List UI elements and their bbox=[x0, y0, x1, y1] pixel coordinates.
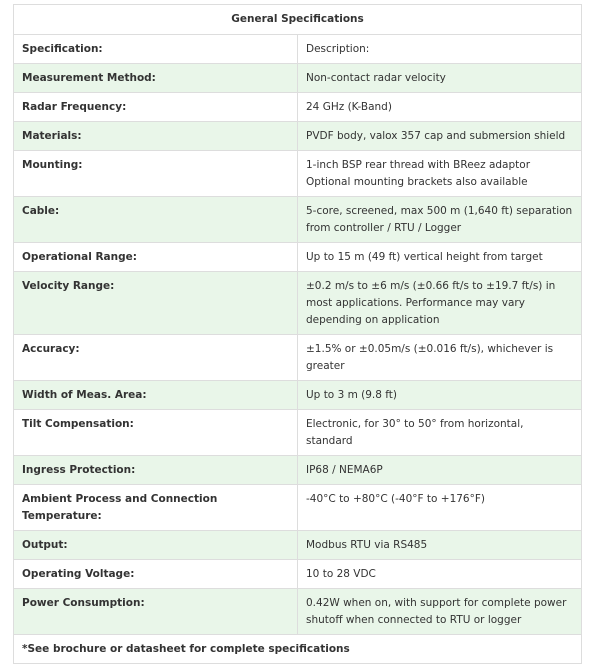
spec-value bbox=[298, 197, 582, 243]
spec-value-line: Modbus RTU via RS485 bbox=[306, 539, 428, 551]
table-row bbox=[14, 151, 582, 197]
spec-value-line: Non-contact radar velocity bbox=[306, 72, 446, 84]
spec-label: Width of Meas. Area: bbox=[14, 381, 298, 410]
table-row bbox=[14, 64, 582, 93]
spec-label: Ambient Process and Connection Temperature: bbox=[14, 485, 298, 531]
table-row bbox=[14, 243, 582, 272]
table-row bbox=[14, 410, 582, 456]
spec-value bbox=[298, 589, 582, 635]
table-body bbox=[14, 35, 582, 635]
spec-value bbox=[298, 122, 582, 151]
table-row bbox=[14, 381, 582, 410]
spec-label: Accuracy: bbox=[14, 335, 298, 381]
spec-label: Velocity Range: bbox=[14, 272, 298, 335]
spec-label: Radar Frequency: bbox=[14, 93, 298, 122]
spec-value bbox=[298, 456, 582, 485]
table-row bbox=[14, 197, 582, 243]
spec-value bbox=[298, 243, 582, 272]
spec-label: Output: bbox=[14, 531, 298, 560]
table-row bbox=[14, 560, 582, 589]
spec-value-line: IP68 / NEMA6P bbox=[306, 464, 383, 476]
spec-value-line: Up to 3 m (9.8 ft) bbox=[306, 389, 398, 401]
spec-value-line: ±0.2 m/s to ±6 m/s (±0.66 ft/s to ±19.7 ft/s) in most applications. Performance may vary depending on application bbox=[306, 280, 556, 326]
spec-label: Power Consumption: bbox=[14, 589, 298, 635]
spec-value bbox=[298, 93, 582, 122]
spec-label: Operating Voltage: bbox=[14, 560, 298, 589]
spec-value-line: ±1.5% or ±0.05m/s (±0.016 ft/s), whichever is greater bbox=[306, 343, 554, 372]
spec-label: Ingress Protection: bbox=[14, 456, 298, 485]
spec-value-line: 24 GHz (K-Band) bbox=[306, 101, 392, 113]
spec-value bbox=[298, 381, 582, 410]
spec-label: Tilt Compensation: bbox=[14, 410, 298, 456]
spec-value-line: 0.42W when on, with support for complete power shutoff when connected to RTU or logger bbox=[306, 597, 567, 626]
spec-value bbox=[298, 560, 582, 589]
table-row bbox=[14, 335, 582, 381]
table-row bbox=[14, 93, 582, 122]
spec-value-line: Electronic, for 30° to 50° from horizontal, standard bbox=[306, 418, 524, 447]
table-title-row bbox=[14, 5, 582, 35]
table-row bbox=[14, 456, 582, 485]
table-row bbox=[14, 485, 582, 531]
table-footer-row bbox=[14, 635, 582, 664]
spec-value-line: Up to 15 m (49 ft) vertical height from target bbox=[306, 251, 543, 263]
spec-value-line: 10 to 28 VDC bbox=[306, 568, 376, 580]
table-title: General Specifications bbox=[14, 5, 582, 35]
spec-value-line: PVDF body, valox 357 cap and submersion shield bbox=[306, 130, 566, 142]
spec-value bbox=[298, 485, 582, 531]
table-row bbox=[14, 122, 582, 151]
spec-value-line: 1-inch BSP rear thread with BReez adaptor bbox=[306, 159, 531, 171]
table-row bbox=[14, 531, 582, 560]
table-row bbox=[14, 589, 582, 635]
spec-label: Mounting: bbox=[14, 151, 298, 197]
spec-value bbox=[298, 151, 582, 197]
table-header-row bbox=[14, 35, 582, 64]
spec-value-line: -40°C to +80°C (-40°F to +176°F) bbox=[306, 493, 486, 505]
spec-value bbox=[298, 410, 582, 456]
spec-label: Operational Range: bbox=[14, 243, 298, 272]
spec-value-line: 5-core, screened, max 500 m (1,640 ft) separation from controller / RTU / Logger bbox=[306, 205, 573, 234]
spec-value bbox=[298, 64, 582, 93]
spec-label: Materials: bbox=[14, 122, 298, 151]
spec-table-container bbox=[13, 4, 582, 664]
spec-value bbox=[298, 272, 582, 335]
spec-label: Measurement Method: bbox=[14, 64, 298, 93]
spec-label: Cable: bbox=[14, 197, 298, 243]
spec-value-line: Optional mounting brackets also available bbox=[306, 176, 528, 188]
column-header-specification: Specification: bbox=[14, 35, 298, 64]
table-row bbox=[14, 272, 582, 335]
column-header-description: Description: bbox=[298, 35, 582, 64]
spec-value bbox=[298, 335, 582, 381]
footer-note: *See brochure or datasheet for complete specifications bbox=[14, 635, 582, 664]
general-specifications-table bbox=[13, 4, 582, 664]
spec-value bbox=[298, 531, 582, 560]
